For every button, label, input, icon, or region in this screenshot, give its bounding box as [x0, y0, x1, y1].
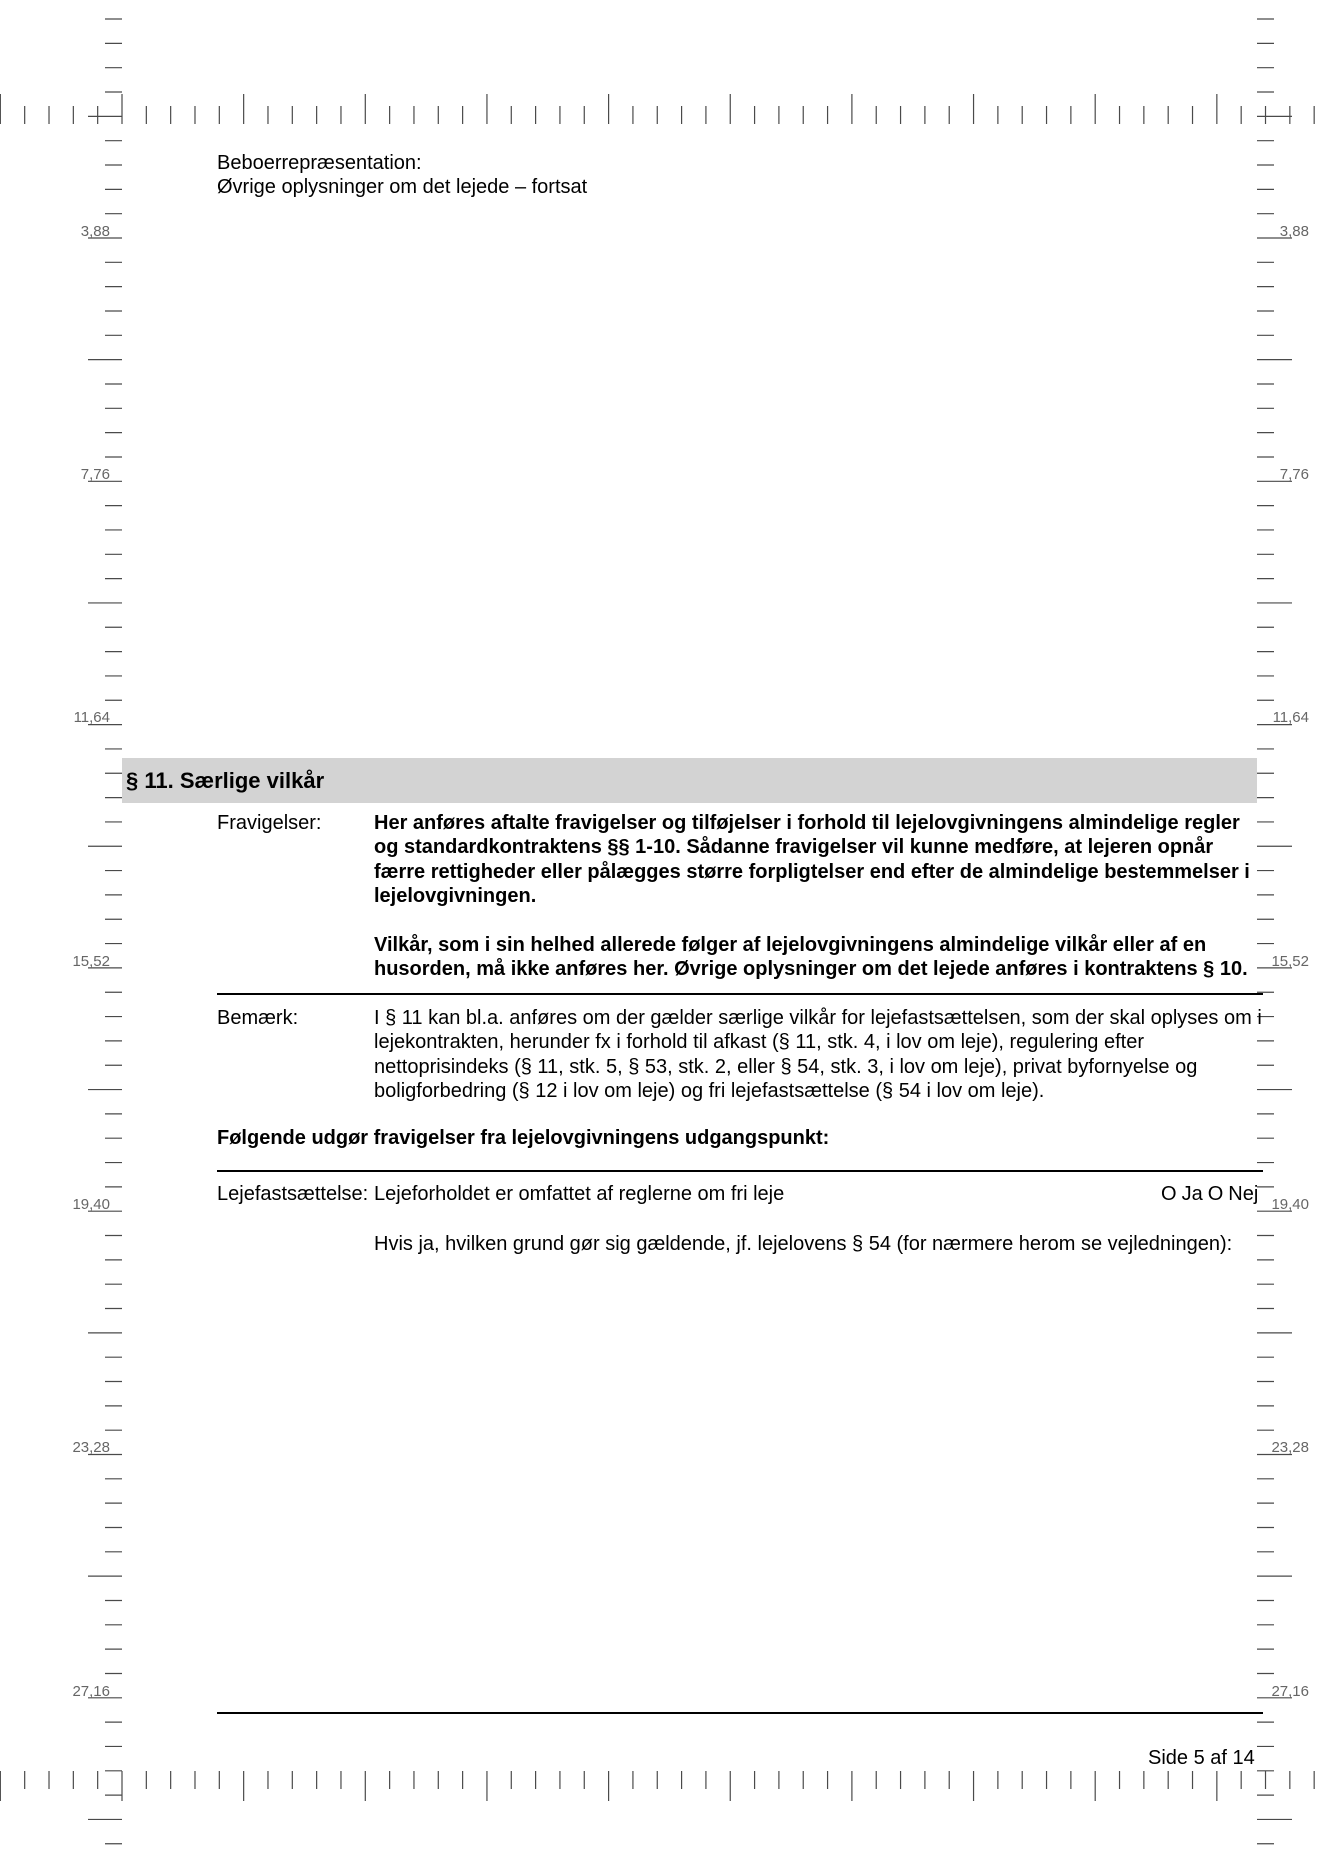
radio-circle-icon[interactable]: O [1207, 1183, 1224, 1205]
top-ruler [0, 94, 1314, 124]
ruler-label-right: 15,52 [1271, 953, 1309, 970]
deviations-heading: Følgende udgør fravigelser fra lejelovgivningens udgangspunkt: [217, 1127, 830, 1149]
ruler-label-right: 7,76 [1279, 466, 1309, 483]
ruler-label-right: 23,28 [1271, 1439, 1309, 1456]
fravigelser-paragraph-1 [374, 811, 1250, 909]
fravigelser-label: Fravigelser: [217, 812, 322, 834]
ruler-label-right: 3,88 [1279, 223, 1309, 240]
header-subtitle: Øvrige oplysninger om det lejede – fortsat [217, 176, 588, 199]
lejefastsaettelse-statement: Lejeforholdet er omfattet af reglerne om fri leje [374, 1183, 785, 1205]
right-ruler [1257, 19, 1292, 1844]
option-nej[interactable] [1208, 1182, 1259, 1206]
ruler-label-left: 15,52 [72, 953, 110, 970]
section-title: § 11. Særlige vilkår [126, 768, 325, 793]
radio-circle-icon[interactable]: O [1161, 1183, 1177, 1205]
paragraph-line: lejelovgivningen. [374, 885, 537, 908]
paragraph-line: boligforbedring (§ 12 i lov om leje) og fri lejefastsættelse (§ 54 i lov om leje). [374, 1080, 1045, 1103]
bemaerk-paragraph [374, 1006, 1262, 1104]
option-ja[interactable] [1161, 1182, 1203, 1206]
divider-rule [217, 993, 1263, 995]
left-ruler [88, 19, 122, 1844]
paragraph-line: lejekontrakten, herunder fx i forhold til afkast (§ 11, stk. 4, i lov om leje), regulering efter [374, 1031, 1144, 1054]
ruler-label-left: 7,76 [80, 466, 110, 483]
bemaerk-label: Bemærk: [217, 1007, 299, 1029]
header-title: Beboerrepræsentation: [217, 152, 422, 174]
ruler-label-left: 11,64 [73, 709, 110, 726]
ruler-label-right: 27,16 [1271, 1683, 1309, 1700]
paragraph-line: I § 11 kan bl.a. anføres om der gælder særlige vilkår for lejefastsættelsen, som der skal oplyses om i [374, 1007, 1262, 1029]
bottom-ruler [0, 1771, 1314, 1801]
fravigelser-paragraph-2 [374, 933, 1248, 982]
paragraph-line: nettoprisindeks (§ 11, stk. 5, § 53, stk. 2, eller § 54, stk. 3, i lov om leje), privat byfornyelse og [374, 1055, 1198, 1078]
ruler-label-left: 19,40 [72, 1196, 110, 1213]
section-heading-bar [122, 758, 1257, 803]
paragraph-line: færre rettigheder eller pålægges større forpligtelser end efter de almindelige bestemmelser i [374, 860, 1250, 883]
option-label: Ja [1181, 1183, 1203, 1205]
page-header [217, 151, 587, 200]
paragraph-line: Vilkår, som i sin helhed allerede følger af lejelovgivningens almindelige vilkår eller af en [374, 934, 1207, 956]
option-label: Nej [1228, 1183, 1259, 1205]
ruler-label-right: 19,40 [1271, 1196, 1309, 1213]
paragraph-line: husorden, må ikke anføres her. Øvrige oplysninger om det lejede anføres i kontraktens § 10. [374, 958, 1248, 981]
ruler-label-left: 23,28 [72, 1439, 110, 1456]
ruler-label-left: 3,88 [80, 223, 110, 240]
paragraph-line: og standardkontraktens §§ 1-10. Sådanne fravigelser vil kunne medføre, at lejeren opnår [374, 836, 1214, 859]
ruler-label-right: 11,64 [1272, 709, 1309, 726]
paragraph-line: Her anføres aftalte fravigelser og tilføjelser i forhold til lejelovgivningens almindelige regler [374, 812, 1240, 834]
divider-rule [217, 1170, 1263, 1172]
bottom-rule [217, 1712, 1263, 1714]
yes-no-options [1161, 1182, 1258, 1206]
lejefastsaettelse-question: Hvis ja, hvilken grund gør sig gældende, jf. lejelovens § 54 (for nærmere herom se vejledningen): [374, 1233, 1233, 1255]
ruler-label-left: 27,16 [72, 1683, 110, 1700]
page-number: Side 5 af 14 [1148, 1747, 1255, 1769]
lejefastsaettelse-label: Lejefastsættelse: [217, 1183, 369, 1205]
